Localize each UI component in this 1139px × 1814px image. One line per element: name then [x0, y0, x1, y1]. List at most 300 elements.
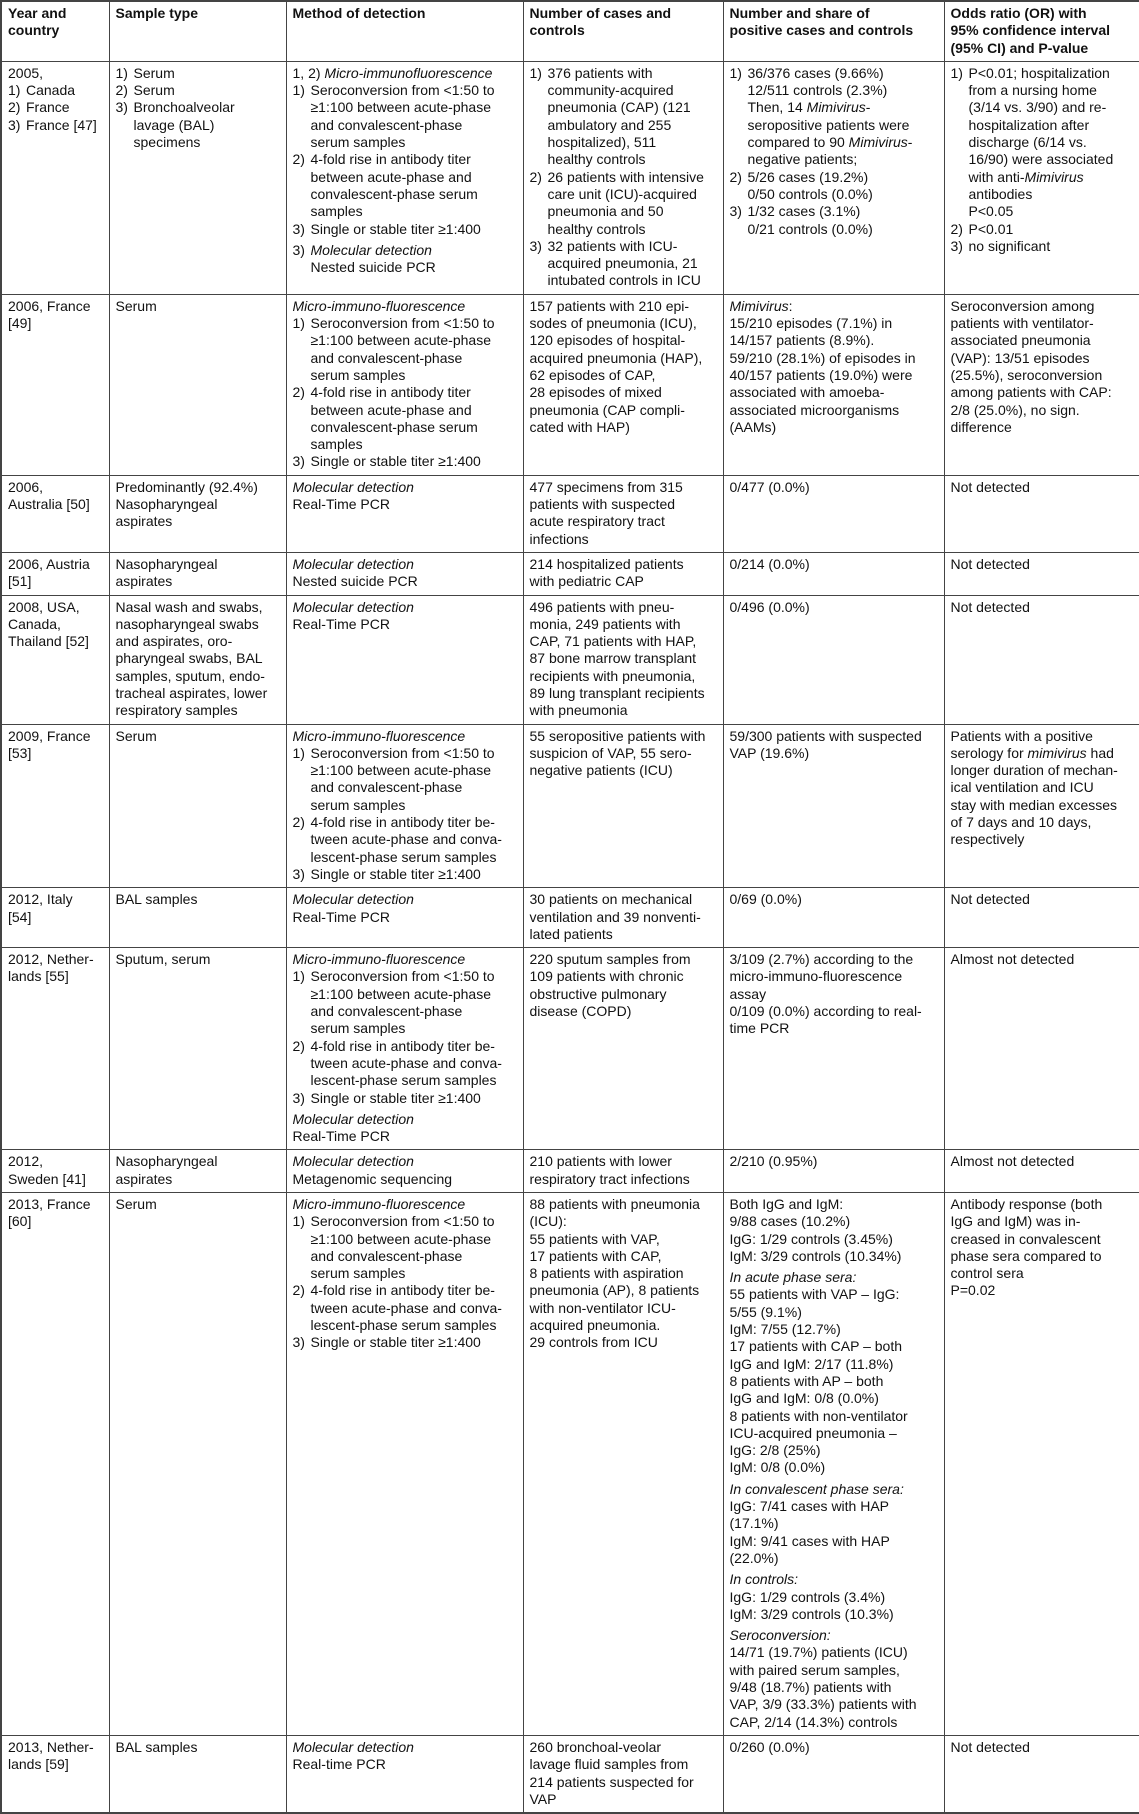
paragraph-text: 210 patients with lower respiratory tract infections [529, 1153, 690, 1187]
cell-positive-share [723, 1735, 944, 1813]
cell-paragraph [8, 599, 103, 651]
cell-paragraph [951, 599, 1134, 616]
text-segment: Real-Time PCR [292, 496, 390, 513]
cell-paragraph [293, 315, 517, 384]
italic-text: Molecular detection [292, 1153, 414, 1170]
cell-cases-controls [523, 294, 723, 475]
cell-odds-ratio [944, 294, 1139, 475]
paragraph-text [293, 599, 517, 634]
item-number: 2) [292, 814, 305, 831]
paragraph-text [293, 1111, 517, 1146]
cell-positive-share [723, 595, 944, 724]
text-segment: - seropositive patients were compared to 90 [747, 99, 910, 151]
paragraph-text: Canada [26, 82, 76, 99]
paragraph-text: 4-fold rise in antibody titer be- tween acute-phase and conva- lescent-phase serum samples [310, 814, 502, 865]
text-segment: IgG: 1/29 controls (3.4%) IgM: 3/29 controls (10.3%) [729, 1588, 894, 1622]
paragraph-text: 496 patients with pneu- monia, 249 patients with CAP, 71 patients with HAP, 87 bone marrow transplant recipients with pneumonia, 89 lung transplant recipients with pneumonia [529, 598, 705, 719]
text-segment: had longer duration of mechan- ical ventilation and ICU stay with median excesses of 7 days and 10 days, respectively [950, 744, 1118, 848]
text-segment: 14/71 (19.7%) patients (ICU) with paired serum samples, 9/48 (18.7%) patients with VAP, 3/9 (33.3%) patients with CAP, 2/14 (14.3%) controls [729, 1644, 917, 1730]
table-row [1, 552, 1139, 595]
cell-paragraph [293, 453, 517, 470]
italic-text: Mimivirus [848, 134, 908, 151]
table-row [1, 1193, 1139, 1736]
paragraph-text: 2013, Nether- lands [59] [8, 1738, 94, 1773]
text-segment: Nested suicide PCR [292, 573, 418, 590]
cell-sample-type [109, 595, 286, 724]
table-row [1, 475, 1139, 552]
cell-paragraph [116, 599, 280, 720]
cell-paragraph [116, 1739, 280, 1756]
cell-positive-share [723, 475, 944, 552]
cell-paragraph [293, 298, 517, 315]
cell-paragraph [293, 891, 517, 926]
paragraph-text: Both IgG and IgM: 9/88 cases (10.2%) IgG: 1/29 controls (3.45%) IgM: 3/29 controls (10.34%) [729, 1196, 902, 1264]
item-number: 1) [8, 82, 21, 99]
cell-year-country [1, 1150, 109, 1193]
paragraph-text: Serum [133, 82, 175, 99]
cell-paragraph [530, 599, 717, 720]
item-number: 1) [292, 1213, 305, 1230]
item-number: 2) [292, 151, 305, 168]
header-method: Method of detection [286, 1, 523, 61]
cell-paragraph [293, 1334, 517, 1351]
cell-sample-type [109, 61, 286, 294]
paragraph-text: 3/109 (2.7%) according to the micro-immuno-fluorescence assay 0/109 (0.0%) according to real- time PCR [729, 951, 922, 1037]
italic-text: Mimivirus [806, 99, 866, 116]
text-segment: Real-time PCR [292, 1756, 386, 1773]
cell-paragraph [116, 1196, 280, 1213]
cell-paragraph [116, 891, 280, 908]
text-segment: 1, 2) [292, 64, 325, 81]
cell-paragraph [730, 1481, 938, 1567]
cell-paragraph [293, 1111, 517, 1146]
cell-paragraph [293, 745, 517, 814]
cell-year-country [1, 294, 109, 475]
cell-paragraph [293, 1213, 517, 1282]
item-number: 2) [8, 99, 21, 116]
table-row [1, 294, 1139, 475]
cell-paragraph [8, 891, 103, 926]
cell-paragraph [293, 65, 517, 82]
paragraph-text: Not detected [950, 1738, 1030, 1755]
item-number: 3) [292, 453, 305, 470]
cell-paragraph [8, 951, 103, 986]
paragraph-text: 88 patients with pneumonia (ICU): 55 patients with VAP, 17 patients with CAP, 8 patients with aspiration pneumonia (AP), 8 patients with non-ventilator ICU- acquired pneumonia. 29 controls from ICU [529, 1196, 700, 1351]
cell-paragraph [293, 1282, 517, 1334]
cell-cases-controls [523, 1150, 723, 1193]
table-body [1, 61, 1139, 1813]
cell-paragraph [951, 479, 1134, 496]
cell-paragraph [116, 1153, 280, 1188]
italic-text: mimivirus [1027, 744, 1087, 761]
paragraph-text [293, 1153, 517, 1188]
cell-year-country [1, 888, 109, 948]
paragraph-text: 477 specimens from 315 patients with suspected acute respiratory tract infections [529, 478, 683, 547]
header-positive-share: Number and share of positive cases and controls [723, 1, 944, 61]
paragraph-text: France [26, 99, 70, 116]
cell-paragraph [293, 866, 517, 883]
cell-paragraph [116, 479, 280, 531]
cell-paragraph [730, 1739, 938, 1756]
cell-cases-controls [523, 595, 723, 724]
paragraph-text: 0/496 (0.0%) [729, 598, 810, 615]
cell-paragraph [293, 242, 517, 277]
cell-paragraph [951, 891, 1134, 908]
cell-year-country [1, 475, 109, 552]
paragraph-text [293, 65, 517, 82]
cell-paragraph [293, 1153, 517, 1188]
cell-paragraph [951, 238, 1134, 255]
paragraph-text: Single or stable titer ≥1:400 [310, 1089, 481, 1106]
cell-paragraph [951, 1739, 1134, 1756]
cell-cases-controls [523, 475, 723, 552]
paragraph-text: Not detected [950, 891, 1030, 908]
italic-text: In convalescent phase sera: [729, 1480, 904, 1497]
paragraph-text: Nasopharyngeal aspirates [115, 555, 218, 590]
paragraph-text: Serum [115, 1196, 157, 1212]
paragraph-text [293, 951, 517, 968]
cell-paragraph [730, 298, 938, 436]
text-segment: P<0.01; hospitalization from a nursing home (3/14 vs. 3/90) and re- hospitalization after discharge (6/14 vs. 16/90) were associated with anti- [968, 64, 1114, 185]
cell-method [286, 948, 523, 1150]
cell-paragraph [951, 556, 1134, 573]
paragraph-text: Single or stable titer ≥1:400 [310, 1334, 481, 1351]
cell-method [286, 61, 523, 294]
cell-paragraph [116, 99, 280, 151]
paragraph-text: 0/69 (0.0%) [729, 891, 802, 908]
paragraph-text: Seroconversion from <1:50 to ≥1:100 between acute-phase and convalescent-phase serum samples [310, 744, 495, 813]
paragraph-text [311, 242, 517, 277]
cell-paragraph [730, 479, 938, 496]
paragraph-text: Serum [115, 727, 157, 744]
cell-cases-controls [523, 1735, 723, 1813]
header-odds-ratio: Odds ratio (OR) with 95% confidence interval (95% CI) and P-value [944, 1, 1139, 61]
paragraph-text: Seroconversion from <1:50 to ≥1:100 between acute-phase and convalescent-phase serum samples [310, 315, 495, 383]
paragraph-text: 214 hospitalized patients with pediatric CAP [529, 555, 684, 590]
text-segment: - negative patients; [747, 134, 913, 168]
cell-positive-share [723, 1193, 944, 1736]
paragraph-text [730, 1627, 938, 1731]
paragraph-text [293, 556, 517, 591]
table-row [1, 61, 1139, 294]
cell-method [286, 1193, 523, 1736]
cell-paragraph [730, 556, 938, 573]
cell-paragraph [730, 203, 938, 238]
paragraph-text: 4-fold rise in antibody titer be- tween acute-phase and conva- lescent-phase serum samples [310, 1282, 502, 1334]
paragraph-text [730, 298, 938, 436]
cell-sample-type [109, 1735, 286, 1813]
italic-text: Micro-immuno-fluorescence [292, 727, 466, 744]
cell-odds-ratio [944, 61, 1139, 294]
paragraph-text: Single or stable titer ≥1:400 [310, 220, 481, 237]
cell-paragraph [293, 151, 517, 220]
cell-positive-share [723, 294, 944, 475]
paragraph-text [730, 1481, 938, 1567]
cell-paragraph [530, 951, 717, 1020]
paragraph-text: 2006, Austria [51] [8, 555, 90, 590]
item-number: 1) [729, 64, 742, 81]
cell-method [286, 595, 523, 724]
paragraph-text: Single or stable titer ≥1:400 [310, 453, 481, 470]
header-sample-type: Sample type [109, 1, 286, 61]
item-number: 3) [729, 203, 742, 220]
cell-paragraph [530, 479, 717, 548]
cell-paragraph [530, 65, 717, 169]
paragraph-text: 2008, USA, Canada, Thailand [52] [8, 598, 89, 650]
paragraph-text: BAL samples [115, 891, 198, 908]
cell-odds-ratio [944, 1735, 1139, 1813]
italic-text: Molecular detection [292, 1738, 414, 1755]
cell-paragraph [293, 814, 517, 866]
paragraph-text: Seroconversion from <1:50 to ≥1:100 between acute-phase and convalescent-phase serum samples [310, 82, 495, 151]
paragraph-text: 0/477 (0.0%) [729, 478, 810, 495]
cell-paragraph [8, 479, 103, 514]
cell-paragraph [8, 99, 103, 116]
paragraph-text: Predominantly (92.4%) Nasopharyngeal aspirates [115, 478, 258, 530]
cell-paragraph [116, 65, 280, 82]
cell-paragraph [293, 951, 517, 968]
paragraph-text: 55 seropositive patients with suspicion of VAP, 55 sero- negative patients (ICU) [529, 727, 706, 779]
cell-paragraph [730, 951, 938, 1037]
cell-year-country [1, 552, 109, 595]
italic-text: Mimivirus [1024, 168, 1084, 185]
text-segment: Real-Time PCR [292, 615, 390, 632]
paragraph-text [730, 1269, 938, 1477]
cell-cases-controls [523, 724, 723, 888]
cell-odds-ratio [944, 552, 1139, 595]
cell-paragraph [116, 951, 280, 968]
paragraph-text: 30 patients on mechanical ventilation and 39 nonventi- lated patients [529, 891, 701, 942]
text-segment: 55 patients with VAP – IgG: 5/55 (9.1%) IgM: 7/55 (12.7%) 17 patients with CAP – both IgG and IgM: 2/17 (11.8%) 8 patients with AP – both IgG and IgM: 0/8 (0.0%) 8 patients with non-ventilator ICU-acquired pneumonia – IgG: 2/8 (25%) IgM: 0/8 (0.0%) [729, 1286, 908, 1476]
cell-paragraph [293, 479, 517, 514]
item-number: 3) [529, 237, 542, 254]
paragraph-text: Seroconversion from <1:50 to ≥1:100 between acute-phase and convalescent-phase serum samples [310, 968, 495, 1037]
paragraph-text: 4-fold rise in antibody titer between acute-phase and convalescent-phase serum samples [310, 151, 478, 220]
paragraph-text: 220 sputum samples from 109 patients with chronic obstructive pulmonary disease (COPD) [529, 951, 691, 1020]
paragraph-text: Almost not detected [950, 1153, 1075, 1170]
cell-paragraph [730, 1153, 938, 1170]
item-number: 1) [292, 315, 305, 332]
cell-paragraph [8, 1196, 103, 1231]
cell-sample-type [109, 888, 286, 948]
item-number: 3) [292, 1089, 305, 1106]
cell-paragraph [293, 1196, 517, 1213]
table-row [1, 948, 1139, 1150]
cell-paragraph [730, 65, 938, 169]
cell-cases-controls [523, 61, 723, 294]
cell-method [286, 475, 523, 552]
header-cases-controls: Number of cases and controls [523, 1, 723, 61]
cell-paragraph [730, 1571, 938, 1623]
cell-paragraph [116, 556, 280, 591]
item-number: 1) [529, 64, 542, 81]
paragraph-text [951, 728, 1134, 849]
cell-positive-share [723, 948, 944, 1150]
paragraph-text: 157 patients with 210 epi- sodes of pneumonia (ICU), 120 episodes of hospital- acquired pneumonia (HAP), 62 episodes of CAP, 28 episodes of mixed pneumonia (CAP compli- cated with HAP) [529, 297, 703, 435]
cell-paragraph [951, 1196, 1134, 1300]
item-number: 2) [529, 168, 542, 185]
cell-paragraph [293, 556, 517, 591]
paragraph-text: BAL samples [115, 1738, 198, 1755]
paragraph-text [293, 479, 517, 514]
cell-odds-ratio [944, 948, 1139, 1150]
italic-text: Molecular detection [292, 478, 414, 495]
text-segment: IgG: 7/41 cases with HAP (17.1%) IgM: 9/41 cases with HAP (22.0%) [729, 1498, 890, 1566]
paragraph-text: 2005, [8, 64, 44, 81]
cell-sample-type [109, 948, 286, 1150]
item-number: 2) [115, 82, 128, 99]
italic-text: Mimivirus [729, 297, 789, 314]
paragraph-text: 4-fold rise in antibody titer be- tween acute-phase and conva- lescent-phase serum samples [310, 1037, 502, 1089]
item-number: 2) [292, 1037, 305, 1054]
cell-paragraph [116, 298, 280, 315]
cell-paragraph [293, 82, 517, 151]
paragraph-text: 2012, Italy [54] [8, 891, 73, 925]
paragraph-text: Not detected [950, 598, 1030, 615]
header-year-country: Year and country [1, 1, 109, 61]
paragraph-text: no significant [968, 237, 1051, 254]
paragraph-text [748, 65, 938, 169]
item-number: 3) [115, 99, 128, 116]
paragraph-text: Seroconversion from <1:50 to ≥1:100 between acute-phase and convalescent-phase serum samples [310, 1213, 495, 1282]
header-row [1, 1, 1139, 61]
cell-method [286, 724, 523, 888]
cell-paragraph [530, 238, 717, 290]
cell-method [286, 888, 523, 948]
italic-text: Molecular detection [292, 891, 414, 908]
cell-paragraph [530, 891, 717, 943]
cell-paragraph [530, 298, 717, 436]
paragraph-text [293, 1739, 517, 1774]
paragraph-text: Nasal wash and swabs, nasopharyngeal swabs and aspirates, oro- pharyngeal swabs, BAL samples, sputum, endo- tracheal aspirates, lower respiratory samples [115, 598, 268, 719]
cell-paragraph [8, 117, 103, 134]
cell-paragraph [293, 1090, 517, 1107]
paragraph-text: 376 patients with community-acquired pneumonia (CAP) (121 ambulatory and 255 hospitalized), 511 healthy controls [547, 64, 691, 168]
cell-cases-controls [523, 948, 723, 1150]
paragraph-text [293, 298, 517, 315]
paragraph-text: Seroconversion among patients with ventilator- associated pneumonia (VAP): 13/51 episodes (25.5%), seroconversion among patients with CAP: 2/8 (25.0%), no sign. difference [950, 297, 1112, 435]
italic-text: In controls: [729, 1571, 798, 1588]
cell-paragraph [8, 1739, 103, 1774]
italic-text: Micro-immuno-fluorescence [292, 297, 466, 314]
table-row [1, 888, 1139, 948]
cell-paragraph [951, 65, 1134, 221]
item-number: 1) [292, 82, 305, 99]
cell-year-country [1, 61, 109, 294]
paragraph-text: 5/26 cases (19.2%) 0/50 controls (0.0%) [747, 168, 873, 202]
text-segment: antibodies P<0.05 [968, 185, 1033, 220]
table-row [1, 595, 1139, 724]
cell-paragraph [951, 1153, 1134, 1170]
paragraph-text: Serum [115, 297, 157, 314]
item-number: 3) [292, 241, 305, 258]
paragraph-text: Single or stable titer ≥1:400 [310, 865, 481, 882]
paragraph-text: 32 patients with ICU- acquired pneumonia, 21 intubated controls in ICU [547, 237, 701, 289]
cell-positive-share [723, 552, 944, 595]
paragraph-text: 2012, Sweden [41] [8, 1153, 86, 1187]
italic-text: Seroconversion: [729, 1627, 831, 1644]
cell-paragraph [730, 1627, 938, 1731]
cell-odds-ratio [944, 595, 1139, 724]
cell-paragraph [8, 298, 103, 333]
cell-positive-share [723, 724, 944, 888]
cell-paragraph [730, 728, 938, 763]
cell-method [286, 294, 523, 475]
cell-paragraph [730, 1196, 938, 1265]
italic-text: Molecular detection [292, 598, 414, 615]
paragraph-text: 2006, Australia [50] [8, 478, 90, 513]
paragraph-text: P<0.01 [968, 220, 1014, 237]
paragraph-text: 0/260 (0.0%) [729, 1738, 810, 1755]
text-segment: Real-Time PCR [292, 1128, 390, 1145]
table-row [1, 724, 1139, 888]
italic-text: Molecular detection [310, 241, 432, 258]
cell-paragraph [730, 1269, 938, 1477]
cell-year-country [1, 724, 109, 888]
cell-sample-type [109, 1150, 286, 1193]
cell-sample-type [109, 294, 286, 475]
cell-sample-type [109, 724, 286, 888]
cell-odds-ratio [944, 888, 1139, 948]
item-number: 1) [292, 968, 305, 985]
cell-paragraph [293, 1739, 517, 1774]
paragraph-text [293, 891, 517, 926]
paragraph-text: 2/210 (0.95%) [729, 1153, 818, 1170]
paragraph-text: Nasopharyngeal aspirates [115, 1153, 218, 1187]
cell-cases-controls [523, 1193, 723, 1736]
paragraph-text: Not detected [950, 478, 1030, 495]
cell-paragraph [530, 556, 717, 591]
italic-text: Micro-immunofluorescence [324, 64, 493, 81]
paragraph-text: 0/214 (0.0%) [729, 555, 810, 572]
italic-text: In acute phase sera: [729, 1269, 857, 1286]
paragraph-text [730, 1571, 938, 1623]
cell-year-country [1, 1193, 109, 1736]
cell-paragraph [530, 1196, 717, 1352]
item-number: 2) [950, 220, 963, 237]
paragraph-text: 59/300 patients with suspected VAP (19.6%) [729, 727, 922, 761]
cell-paragraph [951, 298, 1134, 436]
paragraph-text: Not detected [950, 555, 1030, 572]
cell-positive-share [723, 888, 944, 948]
text-segment: Metagenomic sequencing [292, 1170, 453, 1187]
cell-paragraph [730, 599, 938, 616]
paragraph-text: 4-fold rise in antibody titer between acute-phase and convalescent-phase serum samples [310, 384, 478, 453]
cell-sample-type [109, 552, 286, 595]
cell-positive-share [723, 61, 944, 294]
item-number: 2) [729, 168, 742, 185]
cell-paragraph [8, 1153, 103, 1188]
cell-sample-type [109, 1193, 286, 1736]
item-number: 2) [292, 384, 305, 401]
cell-paragraph [530, 728, 717, 780]
paragraph-text: 1/32 cases (3.1%) 0/21 controls (0.0%) [747, 203, 873, 237]
cell-positive-share [723, 1150, 944, 1193]
cell-method [286, 1150, 523, 1193]
cell-paragraph [8, 82, 103, 99]
cell-paragraph [951, 221, 1134, 238]
cell-paragraph [293, 728, 517, 745]
paragraph-text: 260 bronchoal-veolar lavage fluid samples from 214 patients suspected for VAP [529, 1738, 694, 1807]
paragraph-text: 26 patients with intensive care unit (ICU)-acquired pneumonia and 50 healthy controls [547, 168, 704, 237]
text-segment: Patients with a positive serology for [950, 727, 1093, 761]
paragraph-text: Almost not detected [950, 951, 1075, 968]
paragraph-text: 2006, France [49] [8, 297, 91, 332]
cell-paragraph [8, 65, 103, 82]
cell-paragraph [116, 82, 280, 99]
paragraph-text: Antibody response (both IgG and IgM) was in- creased in convalescent phase sera compared to control sera P=0.02 [950, 1196, 1103, 1299]
cell-paragraph [8, 728, 103, 763]
